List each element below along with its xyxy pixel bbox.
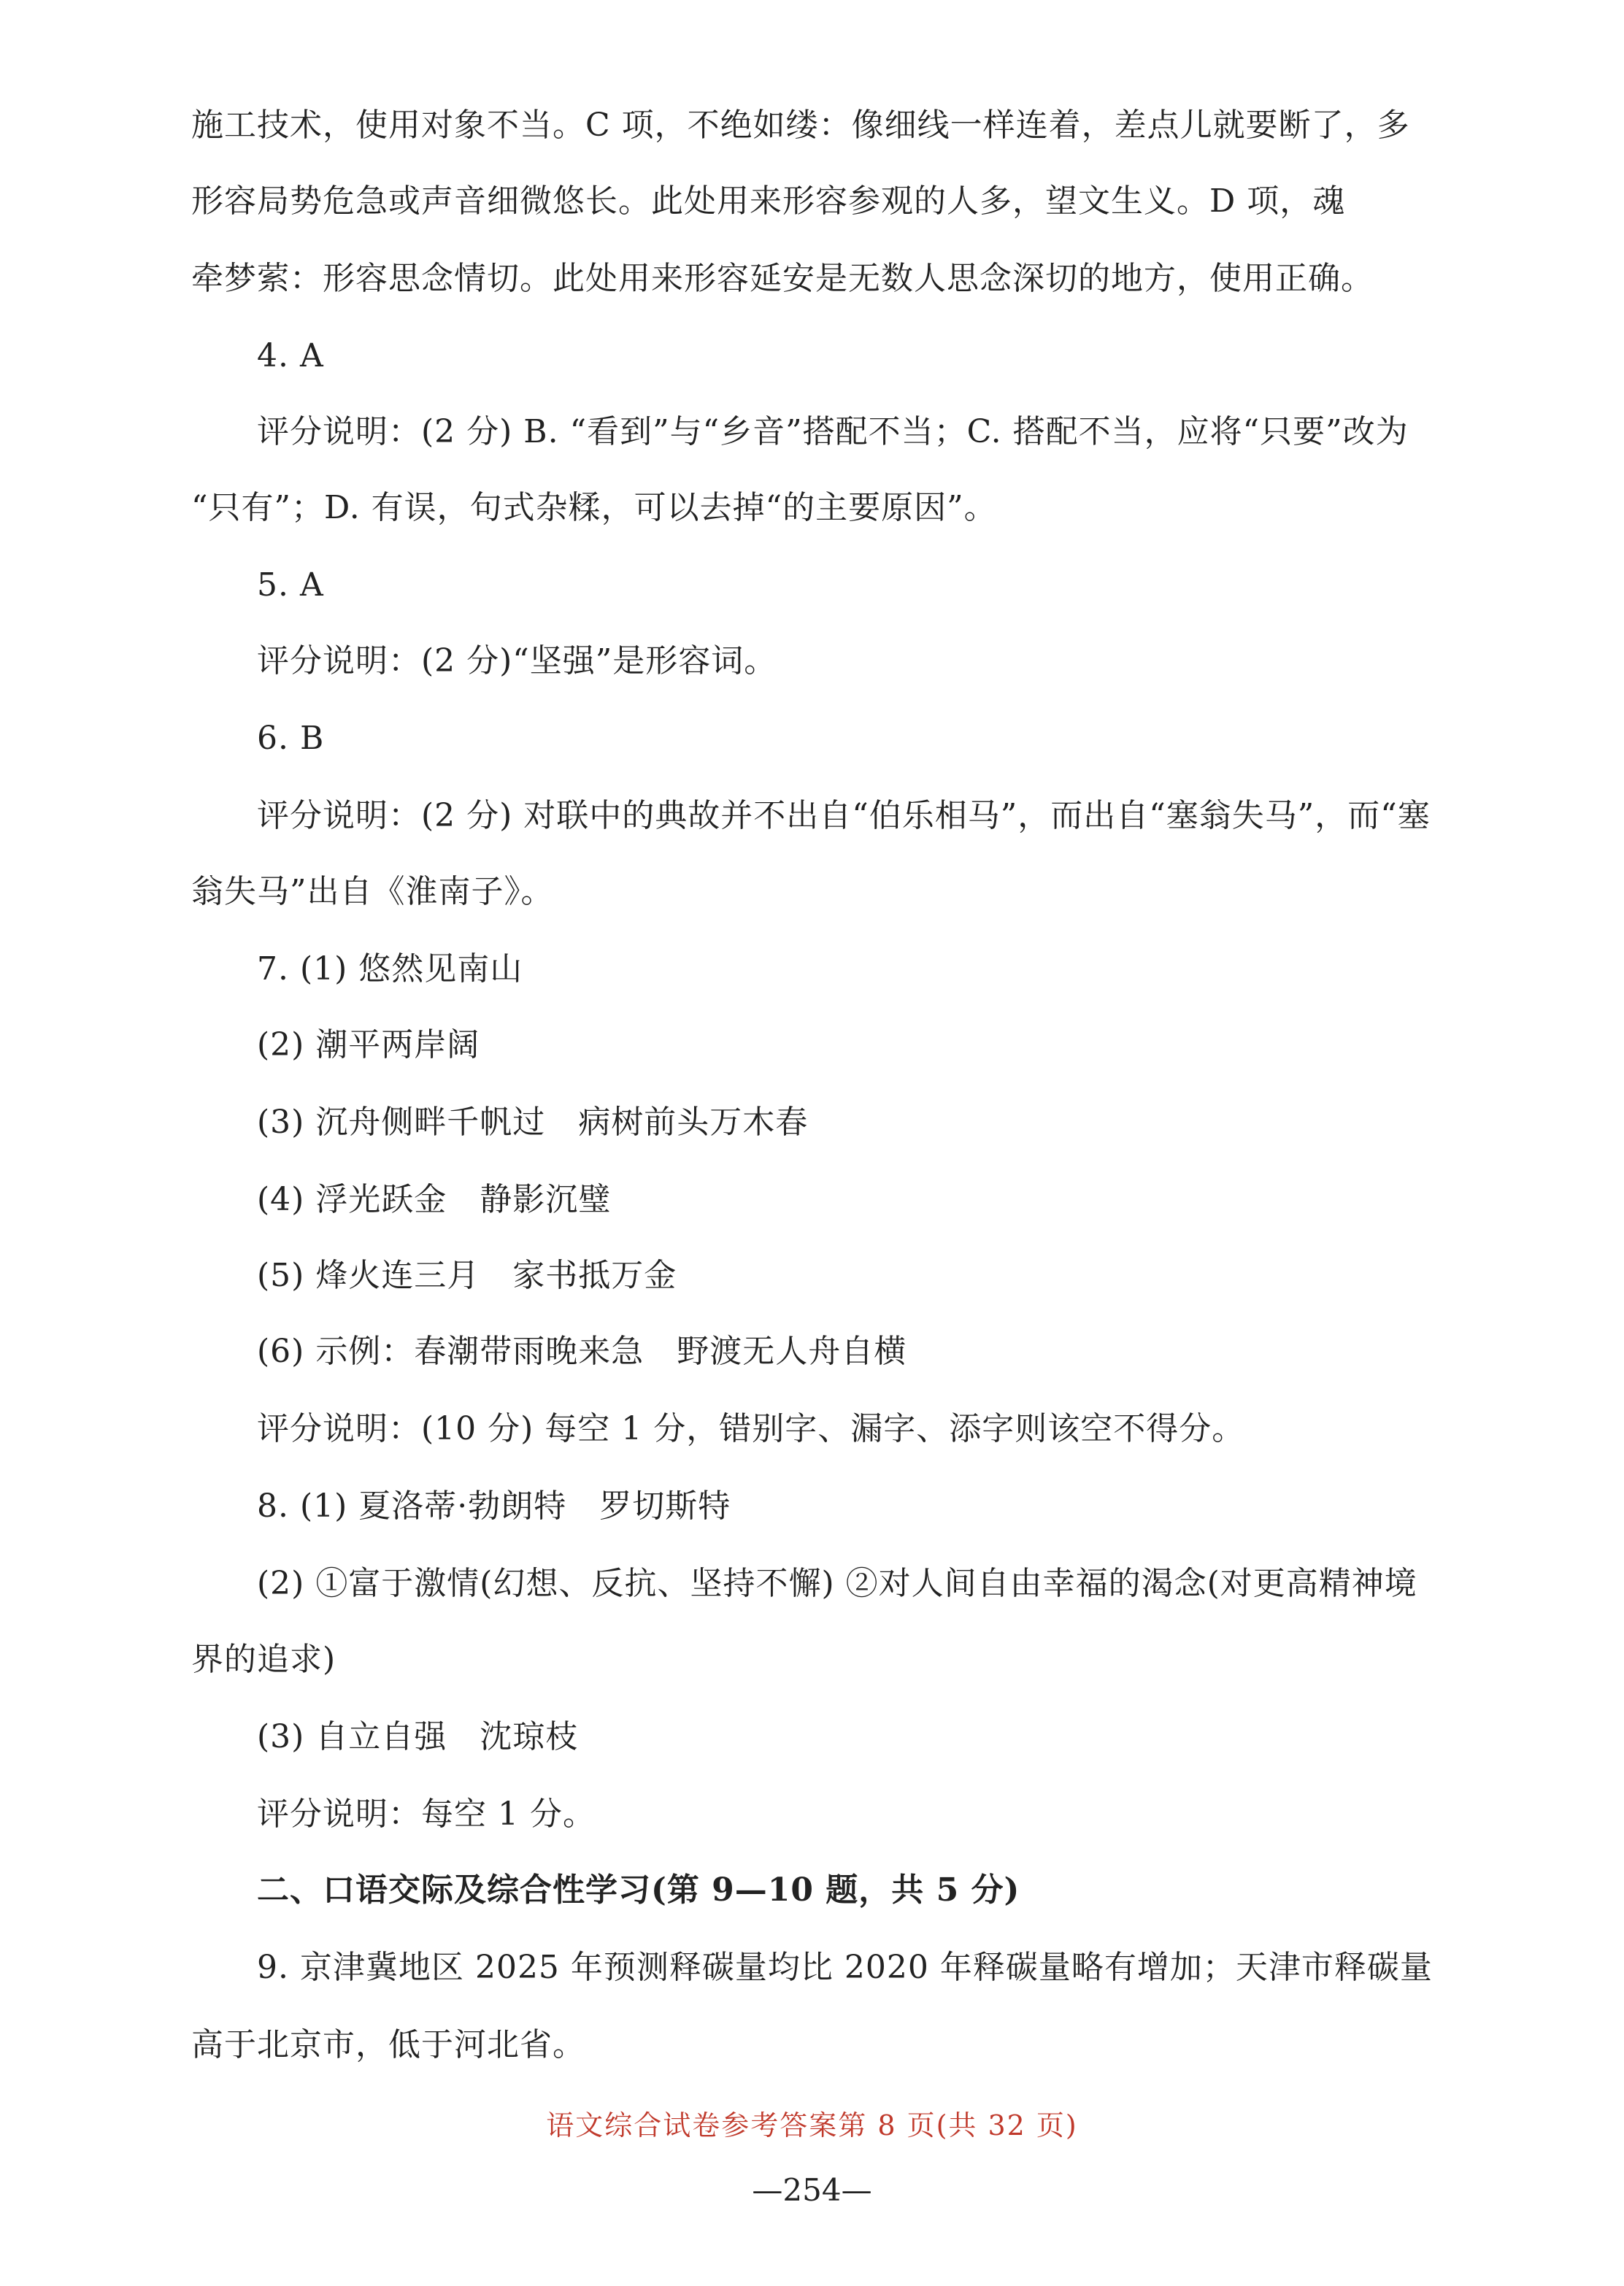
paragraph-line: 牵梦萦：形容思念情切。此处用来形容延安是无数人思念深切的地方，使用正确。 <box>191 260 1374 297</box>
answer-8-3: (3) 自立自强 沈琼枝 <box>257 1718 579 1755</box>
scoring-note: 评分说明：(2 分)“坚强”是形容词。 <box>257 642 777 680</box>
answer-7-2: (2) 潮平两岸阔 <box>257 1026 480 1063</box>
scoring-note: 评分说明：(10 分) 每空 1 分，错别字、漏字、添字则该空不得分。 <box>257 1410 1245 1447</box>
page-footer: 语文综合试卷参考答案第 8 页(共 32 页) <box>546 2109 1078 2141</box>
answer-7-5: (5) 烽火连三月 家书抵万金 <box>257 1257 677 1294</box>
answer-5: 5. A <box>257 566 324 604</box>
answer-8-2: (2) ①富于激情(幻想、反抗、坚持不懈) ②对人间自由幸福的渴念(对更高精神境 <box>257 1565 1417 1602</box>
paragraph-line: 高于北京市，低于河北省。 <box>191 2026 585 2063</box>
paragraph-line: 施工技术，使用对象不当。C 项，不绝如缕：像细线一样连着，差点儿就要断了，多 <box>191 107 1410 144</box>
paragraph-line: 形容局势危急或声音细微悠长。此处用来形容参观的人多，望文生义。D 项，魂 <box>191 182 1346 220</box>
scoring-note: 评分说明：(2 分) 对联中的典故并不出自“伯乐相马”，而出自“塞翁失马”，而“塞 <box>257 797 1431 834</box>
answer-7-3: (3) 沉舟侧畔千帆过 病树前头万木春 <box>257 1104 809 1141</box>
paragraph-line: “只有”；D. 有误，句式杂糅，可以去掉“的主要原因”。 <box>191 489 997 526</box>
answer-6: 6. B <box>257 720 325 757</box>
answer-7-6: (6) 示例：春潮带雨晚来急 野渡无人舟自横 <box>257 1333 907 1370</box>
answer-8-1: 8. (1) 夏洛蒂·勃朗特 罗切斯特 <box>257 1488 731 1525</box>
scoring-note: 评分说明：(2 分) B. “看到”与“乡音”搭配不当；C. 搭配不当，应将“只要”改为 <box>257 413 1409 450</box>
answer-7-1: 7. (1) 悠然见南山 <box>257 950 523 988</box>
answer-7-4: (4) 浮光跃金 静影沉璧 <box>257 1181 612 1218</box>
section-heading: 二、口语交际及综合性学习(第 9—10 题，共 5 分) <box>257 1871 1020 1909</box>
paragraph-line: 翁失马”出自《淮南子》。 <box>191 873 554 910</box>
page-number: —254— <box>752 2172 872 2208</box>
paragraph-line: 界的追求) <box>191 1641 336 1678</box>
scoring-note: 评分说明：每空 1 分。 <box>257 1796 596 1833</box>
answer-9: 9. 京津冀地区 2025 年预测释碳量均比 2020 年释碳量略有增加；天津市释碳量 <box>257 1949 1433 1986</box>
answer-4: 4. A <box>257 337 324 374</box>
